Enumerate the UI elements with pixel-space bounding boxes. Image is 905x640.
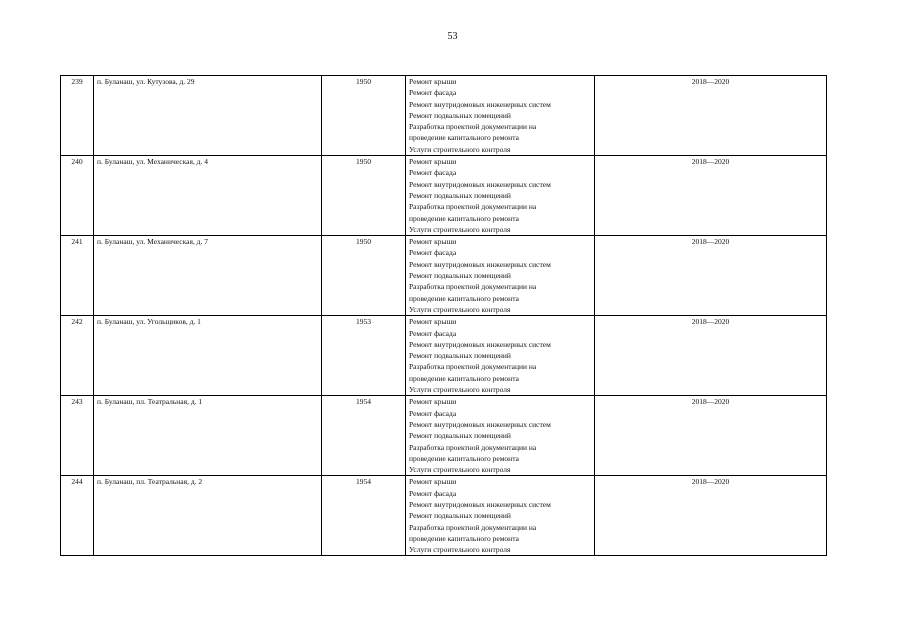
works-cell	[406, 316, 595, 396]
row-number: 241	[61, 236, 94, 316]
work-item: Ремонт фасада	[409, 328, 457, 338]
work-item: Ремонт крыши	[409, 477, 457, 487]
work-item: Ремонт фасада	[409, 488, 457, 498]
work-item: Ремонт подвальных помещений	[409, 110, 511, 120]
work-item: Ремонт крыши	[409, 157, 457, 167]
table-row	[61, 396, 827, 476]
period-cell: 2018—2020	[595, 396, 827, 476]
work-item: Ремонт внутридомовых инженерных систем	[409, 499, 551, 509]
work-item: Разработка проектной документации на	[409, 522, 537, 532]
address-cell: п. Буланаш, ул. Кутузова, д. 29	[94, 76, 322, 156]
row-number: 240	[61, 156, 94, 236]
period-cell: 2018—2020	[595, 316, 827, 396]
row-number: 242	[61, 316, 94, 396]
period-cell: 2018—2020	[595, 476, 827, 556]
work-item: Услуги строительного контроля	[409, 385, 511, 395]
work-item: Ремонт фасада	[409, 248, 457, 258]
work-item: Ремонт крыши	[409, 77, 457, 86]
period-cell: 2018—2020	[595, 236, 827, 316]
year-cell: 1954	[322, 396, 406, 476]
year-cell: 1950	[322, 76, 406, 156]
work-item: Ремонт внутридомовых инженерных систем	[409, 179, 551, 189]
works-cell	[406, 236, 595, 316]
work-item: проведение капитального ремонта	[409, 133, 519, 143]
address-cell: п. Буланаш, пл. Театральная, д. 2	[94, 476, 322, 556]
work-item: Ремонт внутридомовых инженерных систем	[409, 259, 551, 269]
work-item: проведение капитального ремонта	[409, 213, 519, 223]
work-item: Разработка проектной документации на	[409, 442, 537, 452]
work-item: Ремонт внутридомовых инженерных систем	[409, 419, 551, 429]
year-cell: 1953	[322, 316, 406, 396]
work-item: Ремонт фасада	[409, 168, 457, 178]
table-row	[61, 476, 827, 556]
works-cell	[406, 76, 595, 156]
work-item: проведение капитального ремонта	[409, 533, 519, 543]
year-cell: 1954	[322, 476, 406, 556]
row-number: 239	[61, 76, 94, 156]
work-item: Ремонт внутридомовых инженерных систем	[409, 339, 551, 349]
works-cell	[406, 476, 595, 556]
work-item: Услуги строительного контроля	[409, 224, 511, 234]
work-item: Разработка проектной документации на	[409, 202, 537, 212]
year-cell: 1950	[322, 156, 406, 236]
work-item: проведение капитального ремонта	[409, 373, 519, 383]
work-item: Ремонт крыши	[409, 237, 457, 247]
year-cell: 1950	[322, 236, 406, 316]
work-item: Ремонт фасада	[409, 88, 457, 98]
table-row	[61, 236, 827, 316]
table-row	[61, 156, 827, 236]
period-cell: 2018—2020	[595, 76, 827, 156]
work-item: Услуги строительного контроля	[409, 465, 511, 475]
work-item: Ремонт подвальных помещений	[409, 190, 511, 200]
work-item: Разработка проектной документации на	[409, 282, 537, 292]
work-item: Разработка проектной документации на	[409, 362, 537, 372]
work-item: Услуги строительного контроля	[409, 144, 511, 154]
address-cell: п. Буланаш, пл. Театральная, д. 1	[94, 396, 322, 476]
works-cell	[406, 396, 595, 476]
work-item: проведение капитального ремонта	[409, 453, 519, 463]
page-number: 53	[447, 31, 458, 42]
work-item: Ремонт подвальных помещений	[409, 431, 511, 441]
work-item: Ремонт подвальных помещений	[409, 511, 511, 521]
row-number: 244	[61, 476, 94, 556]
address-cell: п. Буланаш, ул. Угольщиков, д. 1	[94, 316, 322, 396]
table-row	[61, 316, 827, 396]
work-item: Ремонт внутридомовых инженерных систем	[409, 99, 551, 109]
work-item: Разработка проектной документации на	[409, 122, 537, 132]
work-item: Ремонт крыши	[409, 317, 457, 327]
work-item: Ремонт крыши	[409, 397, 457, 407]
address-cell: п. Буланаш, ул. Механическая, д. 4	[94, 156, 322, 236]
row-number: 243	[61, 396, 94, 476]
work-item: Ремонт подвальных помещений	[409, 351, 511, 361]
repair-schedule-table	[60, 75, 827, 556]
address-cell: п. Буланаш, ул. Механическая, д. 7	[94, 236, 322, 316]
work-item: Ремонт фасада	[409, 408, 457, 418]
period-cell: 2018—2020	[595, 156, 827, 236]
work-item: проведение капитального ремонта	[409, 293, 519, 303]
work-item: Ремонт подвальных помещений	[409, 271, 511, 281]
work-item: Услуги строительного контроля	[409, 545, 511, 555]
table-row	[61, 76, 827, 156]
work-item: Услуги строительного контроля	[409, 304, 511, 314]
works-cell	[406, 156, 595, 236]
